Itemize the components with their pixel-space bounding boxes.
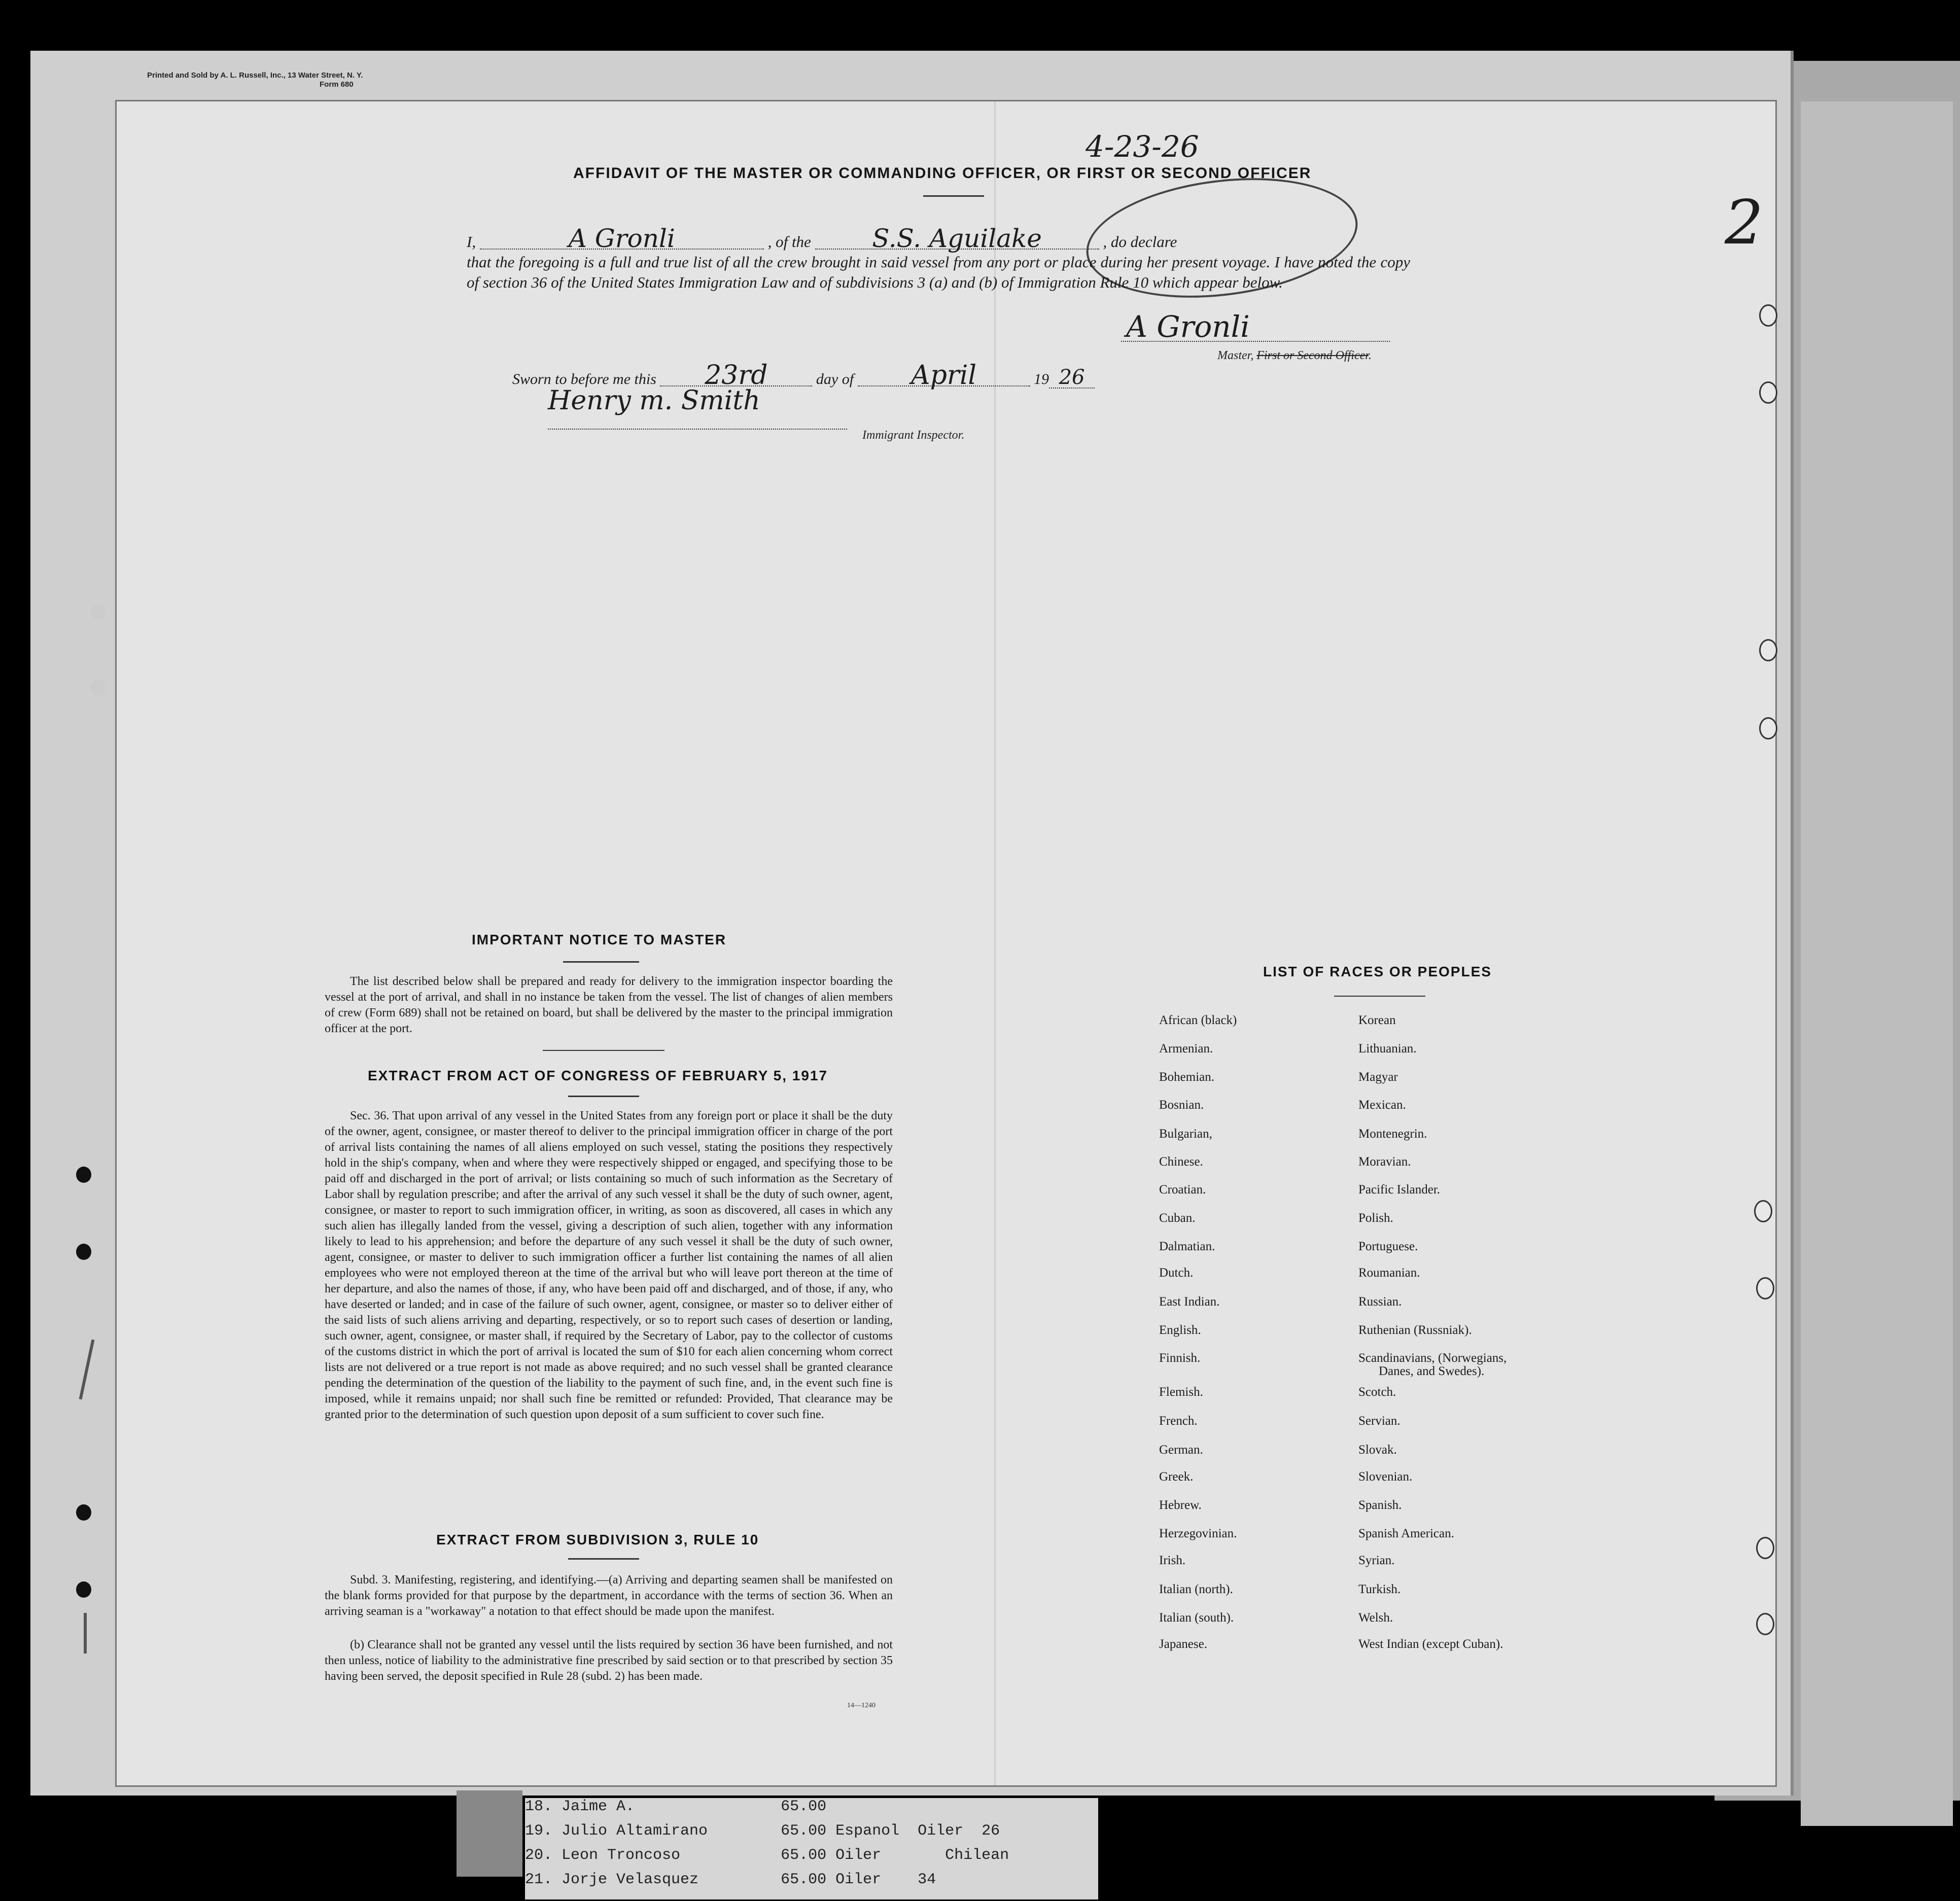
- race-right-20: Syrian.: [1358, 1554, 1395, 1567]
- printer-imprint: [147, 71, 363, 89]
- race-right-11: Russian.: [1358, 1295, 1402, 1309]
- punch-hole: [76, 1581, 91, 1598]
- master-signature: A Gronli: [1121, 309, 1390, 342]
- punch-hole: [90, 604, 106, 620]
- affidavit-text: that the foregoing is a full and true list of all the crew brought in said vessel from any port or place during her present voyage. I have noted the copy of section 36 of the United States Immigration Law and of subdivisions 3 (a) and (b) of Immigration Rule 10 which appear below.: [467, 253, 1410, 291]
- slip-row: 19. Julio Altamirano 65.00 Espanol Oiler 26: [525, 1822, 1000, 1840]
- background-sheet-edge: [1801, 101, 1953, 1826]
- race-left-6: Chinese.: [1159, 1155, 1203, 1169]
- races-rule: [1334, 996, 1425, 997]
- master-label-pre: Master,: [1217, 349, 1257, 362]
- race-left-4: Bosnian.: [1159, 1098, 1204, 1112]
- punch-hole: [76, 1244, 91, 1260]
- inspector-signature: Henry m. Smith: [548, 385, 760, 416]
- handwritten-date: 4-23-26: [1086, 129, 1199, 164]
- master-name-field: A Gronli: [480, 228, 764, 250]
- corner-number: 2: [1725, 188, 1764, 258]
- rule-para-a: Subd. 3. Manifesting, registering, and identifying.—(a) Arriving and departing seamen shall be manifested on the blank forms provided for that purpose by the department, in accordance with the terms of section 36. When an arriving seaman is a "workaway" a notation to that effect should be made upon the manifest.: [325, 1573, 893, 1618]
- form-code: 14—1240: [847, 1702, 876, 1709]
- race-right-3: Magyar: [1358, 1070, 1398, 1084]
- race-left-2: Armenian.: [1159, 1042, 1213, 1055]
- attached-crew-slip: [525, 1798, 1098, 1899]
- affidavit-title: AFFIDAVIT OF THE MASTER OR COMMANDING OFFICER, OR FIRST OR SECOND OFFICER: [573, 165, 1312, 182]
- form-number: Form 680: [320, 80, 354, 89]
- master-signature-label: [1217, 349, 1372, 363]
- day-of-label: day of: [816, 371, 854, 388]
- race-right-22: Welsh.: [1358, 1611, 1393, 1625]
- of-the-label: , of the: [767, 233, 811, 251]
- race-left-12: English.: [1159, 1323, 1201, 1337]
- do-declare-label: , do declare: [1103, 233, 1177, 251]
- punch-hole: [1756, 1277, 1774, 1299]
- race-left-9: Dalmatian.: [1159, 1240, 1215, 1253]
- notice-title: IMPORTANT NOTICE TO MASTER: [472, 932, 727, 947]
- notice-rule: [563, 961, 639, 963]
- punch-hole: [1759, 639, 1777, 661]
- pencil-mark: [84, 1613, 87, 1653]
- race-left-19: Herzegovinian.: [1159, 1527, 1237, 1540]
- race-left-14: Flemish.: [1159, 1385, 1203, 1399]
- notice-body: The list described below shall be prepared and ready for delivery to the immigration inspector boarding the vessel at the port of arrival, and shall in no instance be taken from the vessel. The list of changes of alien members of crew (Form 689) shall not be retained on board, but shall be delivered by the master to the principal immigration officer at the port.: [325, 975, 893, 1035]
- vessel-name-field: S.S. Aguilake: [815, 228, 1099, 250]
- race-right-14: Scotch.: [1358, 1385, 1396, 1399]
- affidavit-body: [467, 224, 1410, 293]
- race-right-4: Mexican.: [1358, 1098, 1406, 1112]
- act-extract-body: Sec. 36. That upon arrival of any vessel in the United States from any foreign port or place it shall be the duty of the owner, agent, consignee, or master thereof to deliver to the principal immigration officer in charge of the port of arrival lists containing the names of all aliens employed on such vessel, stating the positions they respectively hold in the ship's company, when and where they were respectively shipped or engaged, and specifying those to be paid off and discharged in the port of arrival; or lists containing so much of such information as the Secretary of Labor shall by regulation prescribe; and after the arrival of any such vessel it shall be the duty of such owner, agent, consignee, or master to report to such immigration officer, in writing, as soon as discovered, all cases in which any such alien has illegally landed from the vessel, giving a description of such alien, together with any information likely to lead to his apprehension; and before the departure of any such vessel it shall be the duty of such owner, agent, consignee, or master to deliver to such immigration officer a further list containing the names of all alien employees who were not employed thereon at the time of the arrival but who will leave port thereon at the time of her departure, and also the names of those, if any, who have been paid off and discharged, and of those, if any, who have deserted or landed; and in case of the failure of such owner, agent, consignee, or master so to deliver either of the said lists of such aliens arriving and departing, respectively, or so to report such cases of desertion or landing, such owner, agent, consignee, or master shall, if required by the Secretary of Labor, pay to the collector of customs of the customs district in which the port of arrival is located the sum of $10 for each alien concerning whom correct lists are not delivered or a true report is not made as above required; and no such vessel shall be granted clearance pending the determination of the question of the liability to the payment of such fine, and, in the event such fine is imposed, while it remains unpaid; nor shall such fine be remitted or refunded: Provided, That clearance may be granted prior to the determination of such question upon deposit of a sum sufficient to cover such fine.: [325, 1109, 893, 1421]
- rule-extract-rule: [568, 1558, 639, 1560]
- race-left-16: German.: [1159, 1443, 1203, 1457]
- race-right-23: West Indian (except Cuban).: [1358, 1637, 1503, 1651]
- punch-hole: [76, 1504, 91, 1521]
- attached-slip-edge: [457, 1790, 522, 1877]
- sworn-month-field: April: [858, 365, 1030, 386]
- race-right-1: Korean: [1358, 1013, 1396, 1027]
- race-left-15: French.: [1159, 1414, 1198, 1428]
- race-left-11: East Indian.: [1159, 1295, 1220, 1309]
- sworn-prefix: Sworn to before me this: [512, 371, 656, 388]
- race-left-21: Italian (north).: [1159, 1582, 1233, 1596]
- race-right-19: Spanish American.: [1358, 1527, 1454, 1540]
- master-label-struck: First or Second Officer: [1256, 349, 1369, 362]
- rule-extract-title: EXTRACT FROM SUBDIVISION 3, RULE 10: [436, 1532, 759, 1547]
- fold-line: [994, 101, 996, 1785]
- race-right-13: Scandinavians, (Norwegians,: [1358, 1351, 1507, 1365]
- year-prefix: 19: [1034, 371, 1049, 388]
- race-left-18: Hebrew.: [1159, 1498, 1202, 1512]
- title-rule: [923, 195, 984, 197]
- punch-hole: [1756, 1613, 1774, 1635]
- slip-row: 21. Jorje Velasquez 65.00 Oiler 34: [525, 1871, 936, 1888]
- punch-hole: [76, 1167, 91, 1183]
- race-right-9: Portuguese.: [1358, 1240, 1418, 1253]
- race-right-5: Montenegrin.: [1358, 1127, 1427, 1141]
- punch-hole: [1759, 381, 1777, 404]
- race-left-8: Cuban.: [1159, 1211, 1196, 1225]
- race-right-8: Polish.: [1358, 1211, 1393, 1225]
- races-title: LIST OF RACES OR PEOPLES: [1263, 964, 1492, 979]
- race-left-23: Japanese.: [1159, 1637, 1208, 1651]
- printer-line: Printed and Sold by A. L. Russell, Inc., 13 Water Street, N. Y.: [147, 71, 363, 80]
- race-left-5: Bulgarian,: [1159, 1127, 1212, 1141]
- sworn-day-field: 23rd: [660, 365, 812, 386]
- race-left-7: Croatian.: [1159, 1183, 1206, 1196]
- act-rule: [568, 1096, 639, 1097]
- slip-row: 20. Leon Troncoso 65.00 Oiler Chilean: [525, 1847, 1009, 1864]
- document-page: [117, 101, 1775, 1785]
- act-extract-title: EXTRACT FROM ACT OF CONGRESS OF FEBRUARY 5, 1917: [368, 1068, 828, 1083]
- race-left-3: Bohemian.: [1159, 1070, 1215, 1084]
- punch-hole: [1756, 1537, 1774, 1559]
- race-left-1: African (black): [1159, 1013, 1237, 1027]
- race-right-12: Ruthenian (Russniak).: [1358, 1323, 1472, 1337]
- punch-hole: [1754, 1200, 1772, 1222]
- race-right-6: Moravian.: [1358, 1155, 1411, 1169]
- punch-hole: [1759, 717, 1777, 740]
- race-left-22: Italian (south).: [1159, 1611, 1234, 1625]
- race-right-15: Servian.: [1358, 1414, 1401, 1428]
- notice-divider: [543, 1050, 664, 1051]
- race-right-7: Pacific Islander.: [1358, 1183, 1441, 1196]
- punch-hole: [1759, 304, 1777, 327]
- inspector-label: Immigrant Inspector.: [862, 429, 965, 442]
- race-right-13b: Danes, and Swedes).: [1379, 1364, 1485, 1378]
- race-right-2: Lithuanian.: [1358, 1042, 1417, 1055]
- race-right-21: Turkish.: [1358, 1582, 1401, 1596]
- race-left-20: Irish.: [1159, 1554, 1186, 1567]
- i-label: I,: [467, 233, 476, 251]
- inspector-signature-line: [548, 429, 847, 430]
- race-right-17: Slovenian.: [1358, 1470, 1413, 1484]
- race-left-13: Finnish.: [1159, 1351, 1201, 1365]
- race-right-18: Spanish.: [1358, 1498, 1402, 1512]
- punch-hole: [90, 680, 106, 696]
- rule-para-b: (b) Clearance shall not be granted any vessel until the lists required by section 36 have been furnished, and not then unless, notice of liability to the administrative fine prescribed by said section or to that prescribed by section 35 having been served, the deposit specified in Rule 28 (subd. 2) has been made.: [325, 1638, 893, 1683]
- race-left-17: Greek.: [1159, 1470, 1194, 1484]
- slip-row: 18. Jaime A. 65.00: [525, 1798, 827, 1815]
- race-right-10: Roumanian.: [1358, 1266, 1420, 1280]
- race-right-16: Slovak.: [1358, 1443, 1397, 1457]
- year-suffix-field: 26: [1049, 367, 1095, 389]
- master-label-post: .: [1368, 349, 1372, 362]
- race-left-10: Dutch.: [1159, 1266, 1194, 1280]
